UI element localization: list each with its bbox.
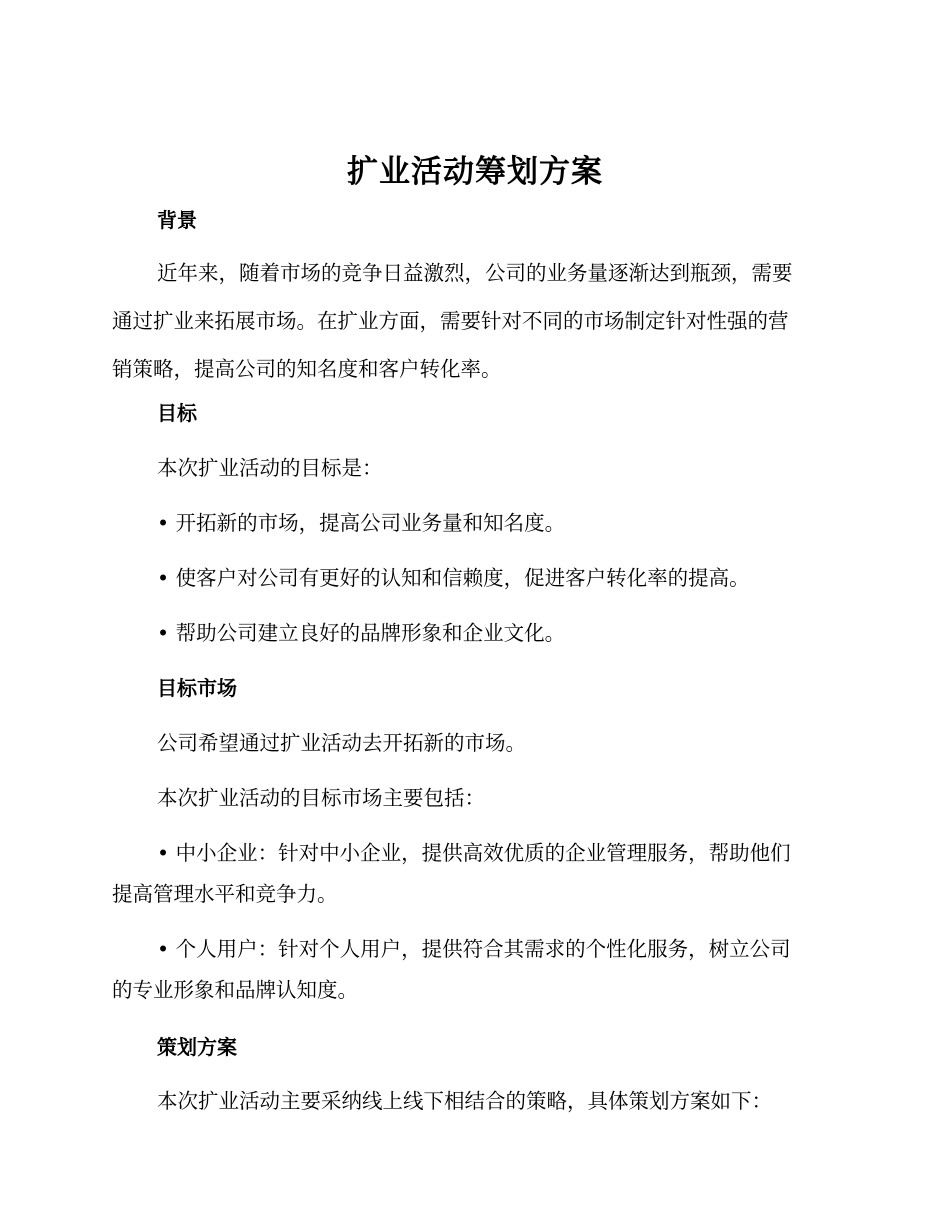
goals-intro (112, 453, 832, 483)
target-market-intro-2 (112, 783, 832, 813)
plan-intro (112, 1086, 832, 1116)
section-heading-target-market: 目标市场 (157, 676, 237, 700)
target-market-item-2-line-2: 的专业形象和品牌认知度。 (112, 978, 358, 1002)
section-heading-background: 背景 (157, 208, 197, 232)
section-heading-goals: 目标 (157, 401, 197, 425)
plan-intro-text: 本次扩业活动主要采纳线上线下相结合的策略，具体策划方案如下： (157, 1089, 772, 1113)
background-line-2: 通过扩业来拓展市场。在扩业方面，需要针对不同的市场制定针对性强的营 (112, 309, 789, 333)
target-market-intro-1 (112, 728, 832, 758)
target-market-item-1-line-1: • 中小企业：针对中小企业，提供高效优质的企业管理服务，帮助他们 (157, 841, 791, 865)
document-title: 扩业活动筹划方案 (347, 154, 603, 190)
goals-item-1 (112, 508, 832, 538)
goals-item-3-text: • 帮助公司建立良好的品牌形象和企业文化。 (157, 621, 566, 645)
target-market-item-2-line-1: • 个人用户：针对个人用户，提供符合其需求的个性化服务，树立公司 (157, 937, 791, 961)
target-market-intro-1-text: 公司希望通过扩业活动去开拓新的市场。 (157, 731, 526, 755)
goals-intro-text: 本次扩业活动的目标是： (157, 456, 383, 480)
target-market-intro-2-text: 本次扩业活动的目标市场主要包括： (157, 786, 485, 810)
section-heading-plan: 策划方案 (157, 1035, 237, 1059)
goals-item-1-text: • 开拓新的市场，提高公司业务量和知名度。 (157, 511, 566, 535)
background-paragraph (112, 258, 832, 384)
background-line-3: 销策略，提高公司的知名度和客户转化率。 (112, 357, 502, 381)
target-market-item-1 (112, 838, 832, 909)
goals-item-3 (112, 618, 832, 648)
target-market-item-1-line-2: 提高管理水平和竞争力。 (112, 882, 338, 906)
goals-item-2 (112, 563, 832, 593)
target-market-item-2 (112, 934, 832, 1005)
goals-item-2-text: • 使客户对公司有更好的认知和信赖度，促进客户转化率的提高。 (157, 566, 750, 590)
background-line-1: 近年来，随着市场的竞争日益激烈，公司的业务量逐渐达到瓶颈，需要 (157, 261, 793, 285)
